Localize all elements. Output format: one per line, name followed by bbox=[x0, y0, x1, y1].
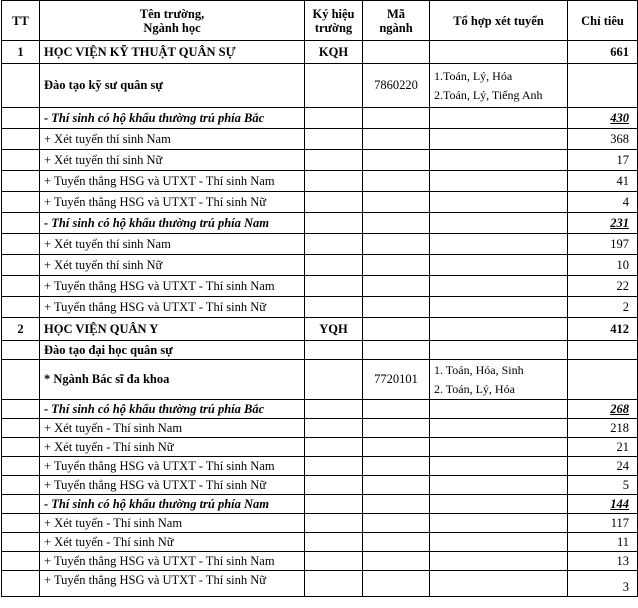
cell-quota: 218 bbox=[568, 419, 638, 438]
cell-major-code bbox=[363, 419, 430, 438]
table-row bbox=[2, 318, 638, 341]
cell-tt bbox=[2, 400, 40, 419]
cell-major-code bbox=[363, 255, 430, 276]
cell-school-code bbox=[305, 255, 363, 276]
cell-quota: 22 bbox=[568, 276, 638, 297]
cell-combination bbox=[430, 495, 568, 514]
table-row bbox=[2, 438, 638, 457]
cell-school-code bbox=[305, 213, 363, 234]
cell-quota: 430 bbox=[568, 108, 638, 129]
cell-major-code bbox=[363, 438, 430, 457]
header-school-major bbox=[40, 1, 305, 41]
table-row bbox=[2, 514, 638, 533]
cell-school-code bbox=[305, 341, 363, 360]
cell-combination bbox=[430, 438, 568, 457]
cell-name: + Tuyển thẳng HSG và UTXT - Thí sinh Nam bbox=[40, 457, 305, 476]
cell-quota: 24 bbox=[568, 457, 638, 476]
cell-tt bbox=[2, 514, 40, 533]
table-row bbox=[2, 150, 638, 171]
table-row bbox=[2, 171, 638, 192]
cell-school-code bbox=[305, 514, 363, 533]
cell-quota bbox=[568, 360, 638, 400]
table-row bbox=[2, 108, 638, 129]
cell-quota: 117 bbox=[568, 514, 638, 533]
header-major-line1: Mã bbox=[386, 6, 406, 21]
cell-school-code bbox=[305, 476, 363, 495]
admission-quota-table bbox=[1, 0, 638, 597]
cell-combination bbox=[430, 276, 568, 297]
header-row bbox=[2, 1, 638, 41]
cell-major-code bbox=[363, 318, 430, 341]
cell-major-code: 7860220 bbox=[363, 64, 430, 108]
cell-name: HỌC VIỆN KỸ THUẬT QUÂN SỰ bbox=[40, 41, 305, 64]
cell-tt bbox=[2, 360, 40, 400]
cell-major-code bbox=[363, 341, 430, 360]
cell-name: + Xét tuyển thí sinh Nam bbox=[40, 129, 305, 150]
cell-school-code: KQH bbox=[305, 41, 363, 64]
cell-name: + Xét tuyển - Thí sinh Nam bbox=[40, 514, 305, 533]
cell-major-code bbox=[363, 495, 430, 514]
cell-tt bbox=[2, 129, 40, 150]
table-row bbox=[2, 571, 638, 597]
cell-quota: 4 bbox=[568, 192, 638, 213]
cell-name: + Tuyển thẳng HSG và UTXT - Thí sinh Nữ bbox=[40, 571, 305, 597]
cell-combination bbox=[430, 533, 568, 552]
cell-tt bbox=[2, 419, 40, 438]
cell-school-code bbox=[305, 457, 363, 476]
cell-combination bbox=[430, 400, 568, 419]
table-row bbox=[2, 255, 638, 276]
cell-tt: 2 bbox=[2, 318, 40, 341]
cell-school-code bbox=[305, 297, 363, 318]
table-row bbox=[2, 129, 638, 150]
header-code-line2: trường bbox=[314, 20, 353, 35]
cell-name: + Xét tuyển - Thí sinh Nữ bbox=[40, 438, 305, 457]
header-major-line2: ngành bbox=[379, 20, 413, 35]
cell-quota: 412 bbox=[568, 318, 638, 341]
cell-name: + Tuyển thẳng HSG và UTXT - Thí sinh Nam bbox=[40, 552, 305, 571]
cell-combination bbox=[430, 234, 568, 255]
cell-combination bbox=[430, 297, 568, 318]
table-row bbox=[2, 419, 638, 438]
cell-tt bbox=[2, 297, 40, 318]
cell-name: + Tuyển thẳng HSG và UTXT - Thí sinh Nam bbox=[40, 171, 305, 192]
cell-name: Đào tạo đại học quân sự bbox=[40, 341, 305, 360]
cell-name: + Xét tuyển thí sinh Nữ bbox=[40, 150, 305, 171]
cell-quota: 144 bbox=[568, 495, 638, 514]
cell-name: - Thí sinh có hộ khẩu thường trú phía Nam bbox=[40, 213, 305, 234]
cell-tt bbox=[2, 533, 40, 552]
cell-combination bbox=[430, 255, 568, 276]
cell-quota: 2 bbox=[568, 297, 638, 318]
cell-major-code bbox=[363, 41, 430, 64]
cell-tt bbox=[2, 192, 40, 213]
cell-tt bbox=[2, 552, 40, 571]
header-school-label: Tên trường, bbox=[139, 6, 205, 21]
table-row bbox=[2, 552, 638, 571]
cell-tt bbox=[2, 276, 40, 297]
cell-major-code bbox=[363, 552, 430, 571]
cell-combination bbox=[430, 213, 568, 234]
cell-name: + Xét tuyển thí sinh Nam bbox=[40, 234, 305, 255]
cell-major-code bbox=[363, 571, 430, 597]
cell-tt bbox=[2, 495, 40, 514]
cell-tt bbox=[2, 171, 40, 192]
cell-tt bbox=[2, 213, 40, 234]
table-row bbox=[2, 400, 638, 419]
cell-combination bbox=[430, 150, 568, 171]
header-quota: Chỉ tiêu bbox=[568, 1, 638, 41]
header-school-code bbox=[305, 1, 363, 41]
cell-combination bbox=[430, 41, 568, 64]
cell-name: + Xét tuyển thí sinh Nữ bbox=[40, 255, 305, 276]
cell-name: + Tuyển thẳng HSG và UTXT - Thí sinh Nữ bbox=[40, 297, 305, 318]
cell-name: * Ngành Bác sĩ đa khoa bbox=[40, 360, 305, 400]
cell-school-code bbox=[305, 234, 363, 255]
cell-school-code bbox=[305, 276, 363, 297]
combination-2: 2.Toán, Lý, Tiếng Anh bbox=[434, 87, 543, 102]
cell-tt bbox=[2, 255, 40, 276]
cell-school-code bbox=[305, 419, 363, 438]
cell-combination bbox=[430, 571, 568, 597]
cell-name: + Tuyển thẳng HSG và UTXT - Thí sinh Nữ bbox=[40, 192, 305, 213]
table-row bbox=[2, 341, 638, 360]
cell-major-code bbox=[363, 129, 430, 150]
cell-school-code: YQH bbox=[305, 318, 363, 341]
combination-1: 1.Toán, Lý, Hóa bbox=[434, 68, 513, 83]
cell-school-code bbox=[305, 533, 363, 552]
cell-quota: 41 bbox=[568, 171, 638, 192]
cell-tt bbox=[2, 108, 40, 129]
table-row bbox=[2, 360, 638, 400]
header-combination: Tổ hợp xét tuyển bbox=[430, 1, 568, 41]
cell-major-code bbox=[363, 533, 430, 552]
cell-major-code bbox=[363, 150, 430, 171]
cell-combination bbox=[430, 457, 568, 476]
cell-major-code bbox=[363, 171, 430, 192]
cell-school-code bbox=[305, 171, 363, 192]
cell-tt bbox=[2, 457, 40, 476]
cell-quota bbox=[568, 64, 638, 108]
header-tt: TT bbox=[2, 1, 40, 41]
cell-school-code bbox=[305, 192, 363, 213]
cell-major-code bbox=[363, 400, 430, 419]
cell-school-code bbox=[305, 438, 363, 457]
cell-school-code bbox=[305, 150, 363, 171]
cell-name: + Xét tuyển - Thí sinh Nam bbox=[40, 419, 305, 438]
cell-quota: 3 bbox=[568, 571, 638, 597]
cell-combination bbox=[430, 476, 568, 495]
table-row bbox=[2, 64, 638, 108]
cell-school-code bbox=[305, 495, 363, 514]
cell-quota: 268 bbox=[568, 400, 638, 419]
cell-quota: 661 bbox=[568, 41, 638, 64]
cell-combination bbox=[430, 192, 568, 213]
table-row bbox=[2, 495, 638, 514]
cell-major-code bbox=[363, 297, 430, 318]
cell-quota: 21 bbox=[568, 438, 638, 457]
cell-quota: 11 bbox=[568, 533, 638, 552]
cell-combination bbox=[430, 360, 568, 400]
cell-major-code bbox=[363, 192, 430, 213]
table-row bbox=[2, 213, 638, 234]
table-row bbox=[2, 533, 638, 552]
cell-school-code bbox=[305, 64, 363, 108]
cell-quota: 17 bbox=[568, 150, 638, 171]
table-row bbox=[2, 276, 638, 297]
cell-quota: 10 bbox=[568, 255, 638, 276]
cell-school-code bbox=[305, 360, 363, 400]
cell-combination bbox=[430, 129, 568, 150]
table-row bbox=[2, 457, 638, 476]
cell-name: - Thí sinh có hộ khẩu thường trú phía Bắc bbox=[40, 108, 305, 129]
cell-major-code bbox=[363, 108, 430, 129]
cell-major-code bbox=[363, 457, 430, 476]
cell-name: Đào tạo kỹ sư quân sự bbox=[40, 64, 305, 108]
cell-major-code: 7720101 bbox=[363, 360, 430, 400]
table-row bbox=[2, 297, 638, 318]
cell-combination bbox=[430, 171, 568, 192]
table-row bbox=[2, 476, 638, 495]
cell-tt bbox=[2, 438, 40, 457]
cell-combination bbox=[430, 419, 568, 438]
cell-tt bbox=[2, 571, 40, 597]
cell-major-code bbox=[363, 234, 430, 255]
cell-combination bbox=[430, 552, 568, 571]
cell-major-code bbox=[363, 276, 430, 297]
cell-combination bbox=[430, 514, 568, 533]
combination-2: 2. Toán, Lý, Hóa bbox=[434, 381, 515, 396]
cell-tt: 1 bbox=[2, 41, 40, 64]
cell-name: + Xét tuyển - Thí sinh Nữ bbox=[40, 533, 305, 552]
table-row bbox=[2, 41, 638, 64]
cell-school-code bbox=[305, 129, 363, 150]
cell-major-code bbox=[363, 476, 430, 495]
cell-major-code bbox=[363, 213, 430, 234]
cell-tt bbox=[2, 150, 40, 171]
cell-tt bbox=[2, 341, 40, 360]
cell-name: + Tuyển thẳng HSG và UTXT - Thí sinh Nam bbox=[40, 276, 305, 297]
cell-quota: 231 bbox=[568, 213, 638, 234]
cell-combination bbox=[430, 108, 568, 129]
combination-1: 1. Toán, Hóa, Sinh bbox=[434, 362, 524, 377]
table-row bbox=[2, 234, 638, 255]
cell-school-code bbox=[305, 571, 363, 597]
cell-name: HỌC VIỆN QUÂN Y bbox=[40, 318, 305, 341]
cell-quota: 5 bbox=[568, 476, 638, 495]
table-row bbox=[2, 192, 638, 213]
cell-school-code bbox=[305, 400, 363, 419]
cell-name: + Tuyển thẳng HSG và UTXT - Thí sinh Nữ bbox=[40, 476, 305, 495]
cell-name: - Thí sinh có hộ khẩu thường trú phía Nam bbox=[40, 495, 305, 514]
cell-quota: 368 bbox=[568, 129, 638, 150]
cell-combination bbox=[430, 341, 568, 360]
cell-name: - Thí sinh có hộ khẩu thường trú phía Bắc bbox=[40, 400, 305, 419]
header-major-label: Ngành học bbox=[143, 20, 201, 35]
cell-combination bbox=[430, 318, 568, 341]
header-major-code bbox=[363, 1, 430, 41]
cell-tt bbox=[2, 234, 40, 255]
cell-major-code bbox=[363, 514, 430, 533]
cell-quota bbox=[568, 341, 638, 360]
cell-quota: 197 bbox=[568, 234, 638, 255]
header-code-line1: Ký hiệu bbox=[312, 6, 355, 21]
cell-quota: 13 bbox=[568, 552, 638, 571]
cell-school-code bbox=[305, 552, 363, 571]
cell-combination bbox=[430, 64, 568, 108]
cell-tt bbox=[2, 64, 40, 108]
cell-school-code bbox=[305, 108, 363, 129]
cell-tt bbox=[2, 476, 40, 495]
